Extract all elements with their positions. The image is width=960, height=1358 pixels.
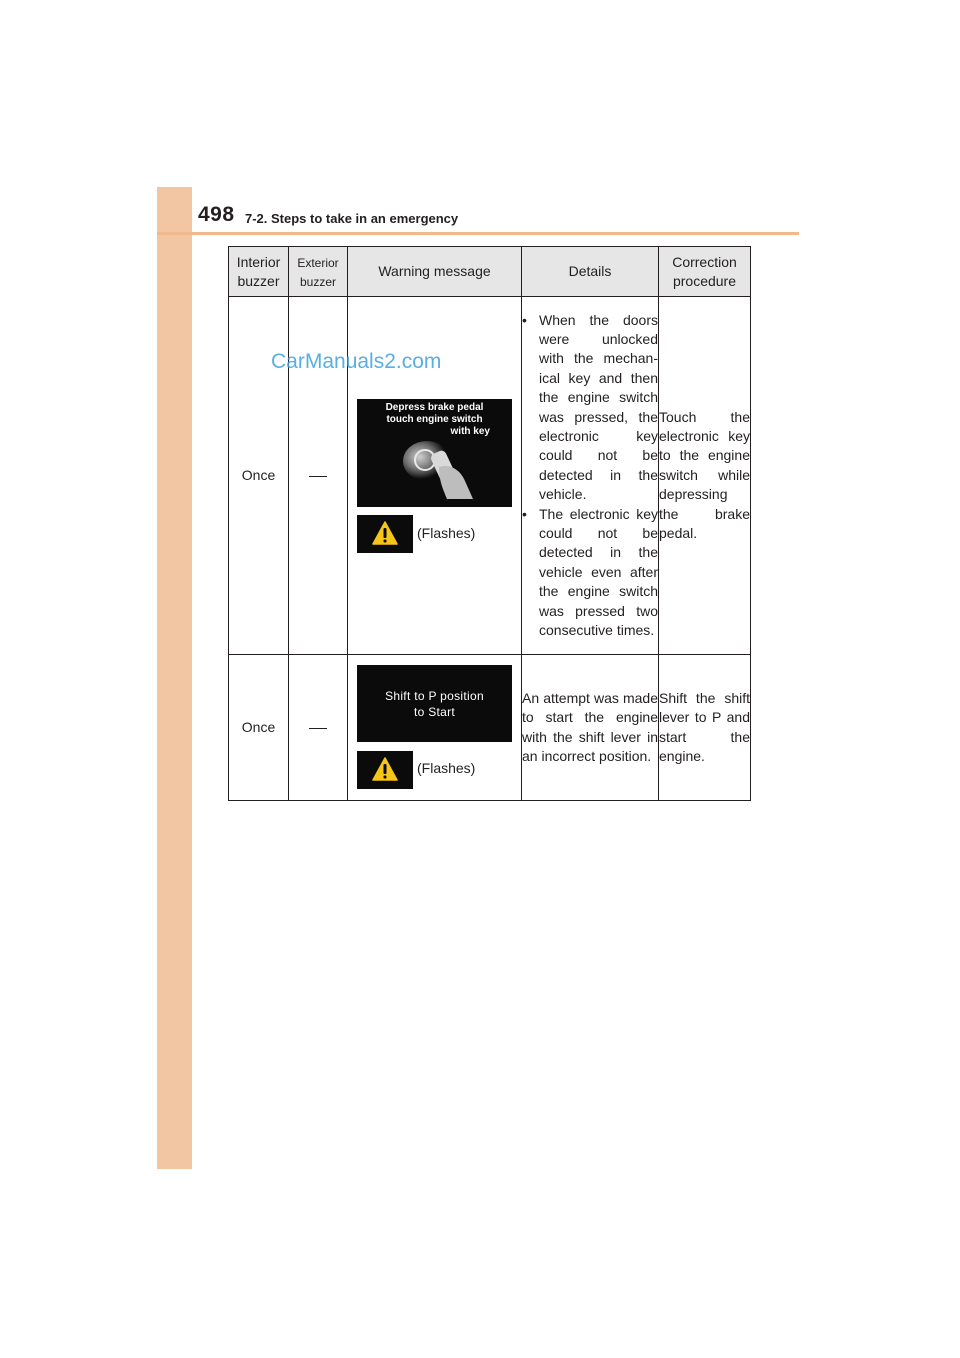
- section-title: 7-2. Steps to take in an emergency: [245, 211, 459, 226]
- screen-line: Shift to P position: [385, 689, 484, 703]
- page-number: 498: [198, 203, 235, 226]
- warning-indicator: [357, 751, 413, 789]
- correction-cell: Shift the shift lever to P and start the engine.: [659, 655, 751, 801]
- details-bullet: • The electronic key could not be detected in the vehicle even after the engine switch was pressed two consecutive times.: [522, 505, 658, 641]
- warning-triangle-icon: [372, 757, 398, 781]
- correction-cell: Touch the electronic key to the engine switch while depressing the brake pedal.: [659, 297, 751, 655]
- col-interior-buzzer: Interior buzzer: [229, 247, 289, 297]
- screen-line: touch engine switch: [386, 414, 483, 425]
- details-cell: [522, 297, 659, 655]
- screen-line: Depress brake pedal: [385, 402, 484, 413]
- warning-message-cell: [348, 655, 522, 801]
- table-header-row: [229, 247, 751, 297]
- dash-mark: [309, 728, 327, 729]
- display-screen: [357, 399, 512, 507]
- warning-triangle-icon: [372, 521, 398, 545]
- col-exterior-buzzer: Exterior buzzer: [289, 247, 348, 297]
- flashes-label: (Flashes): [417, 760, 476, 776]
- warning-indicator: [357, 515, 413, 553]
- watermark: CarManuals2.com: [271, 350, 442, 373]
- details-cell: An attempt was made to start the engine with the shift lever in an incorrect position.: [522, 655, 659, 801]
- col-warning-message: Warning message: [348, 247, 522, 297]
- dash-mark: [309, 476, 327, 477]
- interior-buzzer-cell: Once: [229, 297, 289, 655]
- display-screen: [357, 665, 512, 742]
- side-color-band: [157, 187, 192, 1169]
- screen-line: to Start: [413, 705, 456, 719]
- screen-line: with key: [450, 426, 490, 437]
- col-details: Details: [522, 247, 659, 297]
- flashes-label: (Flashes): [417, 525, 476, 541]
- table-row: [229, 655, 751, 801]
- warning-table: [228, 246, 751, 801]
- interior-buzzer-cell: Once: [229, 655, 289, 801]
- col-correction-procedure: Correction procedure: [659, 247, 751, 297]
- header-rule: [157, 232, 799, 235]
- exterior-buzzer-cell: [289, 655, 348, 801]
- key-hand-icon: [399, 437, 481, 499]
- details-bullet: • When the doors were unlocked with the mechan-ical key and then the engine switch was pressed, the electronic key could not be detected in the vehicle.: [522, 311, 658, 505]
